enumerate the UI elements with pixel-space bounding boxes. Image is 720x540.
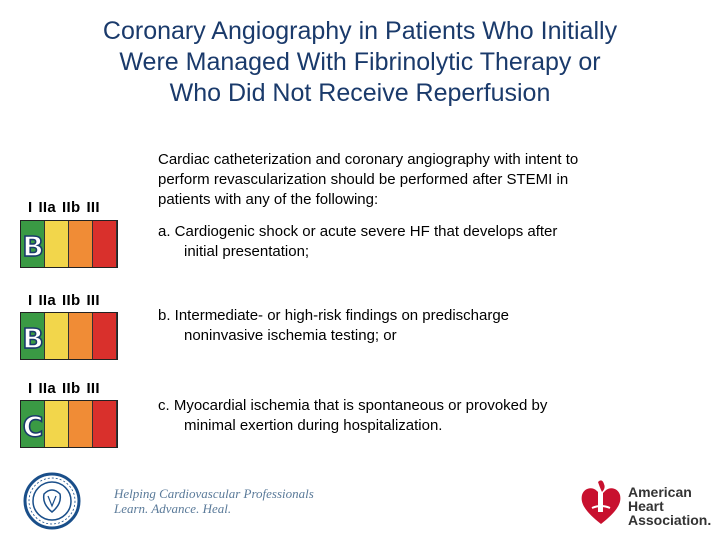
class-cell-iia <box>45 221 69 267</box>
class-label-iib: IIb <box>62 292 81 309</box>
class-label-iib: IIb <box>62 199 81 216</box>
class-cell-iii <box>93 221 117 267</box>
recommendation-a-line-1: a. Cardiogenic shock or acute severe HF that develops after <box>158 223 558 240</box>
class-label-iia: IIa <box>38 199 57 216</box>
class-cell-iib <box>69 401 93 447</box>
class-label-i: I <box>28 380 33 397</box>
recommendation-b-line-1: b. Intermediate- or high-risk findings on predischarge <box>158 307 510 324</box>
class-label-iia: IIa <box>38 292 57 309</box>
recommendation-class-bar-1 <box>20 220 118 268</box>
class-label-iii: III <box>86 292 100 309</box>
level-of-evidence-b-icon <box>21 221 45 267</box>
class-cell-iii <box>93 313 117 359</box>
recommendation-c-line-2: minimal exertion during hospitalization. <box>184 417 443 434</box>
title-line-1: Coronary Angiography in Patients Who Initially <box>102 17 618 45</box>
intro-line-2: perform revascularization should be performed after STEMI in <box>158 171 569 188</box>
acc-tagline-1: Helping Cardiovascular Professionals <box>114 486 314 501</box>
class-label-i: I <box>28 199 33 216</box>
class-cell-iia <box>45 313 69 359</box>
aha-name-line-3: Association. <box>628 512 712 528</box>
aha-name-line-1: American <box>628 484 692 500</box>
class-cell-iia <box>45 401 69 447</box>
aha-heart-torch-icon <box>578 478 624 530</box>
intro-line-1: Cardiac catheterization and coronary angiography with intent to <box>158 151 579 168</box>
aha-name-line-2: Heart <box>628 498 664 514</box>
class-header-3 <box>28 380 106 397</box>
title-line-3: Who Did Not Receive Reperfusion <box>169 79 551 107</box>
recommendation-a <box>158 222 557 262</box>
svg-text:B: B <box>22 230 44 263</box>
recommendation-b-line-2: noninvasive ischemia testing; or <box>184 327 397 344</box>
recommendation-c <box>158 396 547 436</box>
recommendation-c-line-1: c. Myocardial ischemia that is spontaneous or provoked by <box>158 397 548 414</box>
slide-title <box>20 16 700 109</box>
acc-seal-icon <box>22 472 82 530</box>
recommendation-a-line-2: initial presentation; <box>184 243 310 260</box>
acc-tagline-2: Learn. Advance. Heal. <box>114 501 232 516</box>
class-label-iii: III <box>86 199 100 216</box>
aha-footer <box>578 476 718 532</box>
class-cell-iii <box>93 401 117 447</box>
recommendation-b <box>158 306 509 346</box>
svg-text:B: B <box>22 322 44 355</box>
class-label-iib: IIb <box>62 380 81 397</box>
intro-line-3: patients with any of the following: <box>158 191 379 208</box>
class-header-2 <box>28 292 106 309</box>
class-cell-iib <box>69 313 93 359</box>
level-of-evidence-c-icon <box>21 401 45 447</box>
acc-footer <box>18 470 314 532</box>
level-of-evidence-b-icon <box>21 313 45 359</box>
intro-text <box>158 150 578 210</box>
class-label-iii: III <box>86 380 100 397</box>
recommendation-class-bar-3 <box>20 400 118 448</box>
title-line-2: Were Managed With Fibrinolytic Therapy or <box>119 48 601 76</box>
class-label-iia: IIa <box>38 380 57 397</box>
class-label-i: I <box>28 292 33 309</box>
class-header-1 <box>28 199 106 216</box>
class-cell-iib <box>69 221 93 267</box>
recommendation-class-bar-2 <box>20 312 118 360</box>
svg-text:C: C <box>22 410 44 443</box>
